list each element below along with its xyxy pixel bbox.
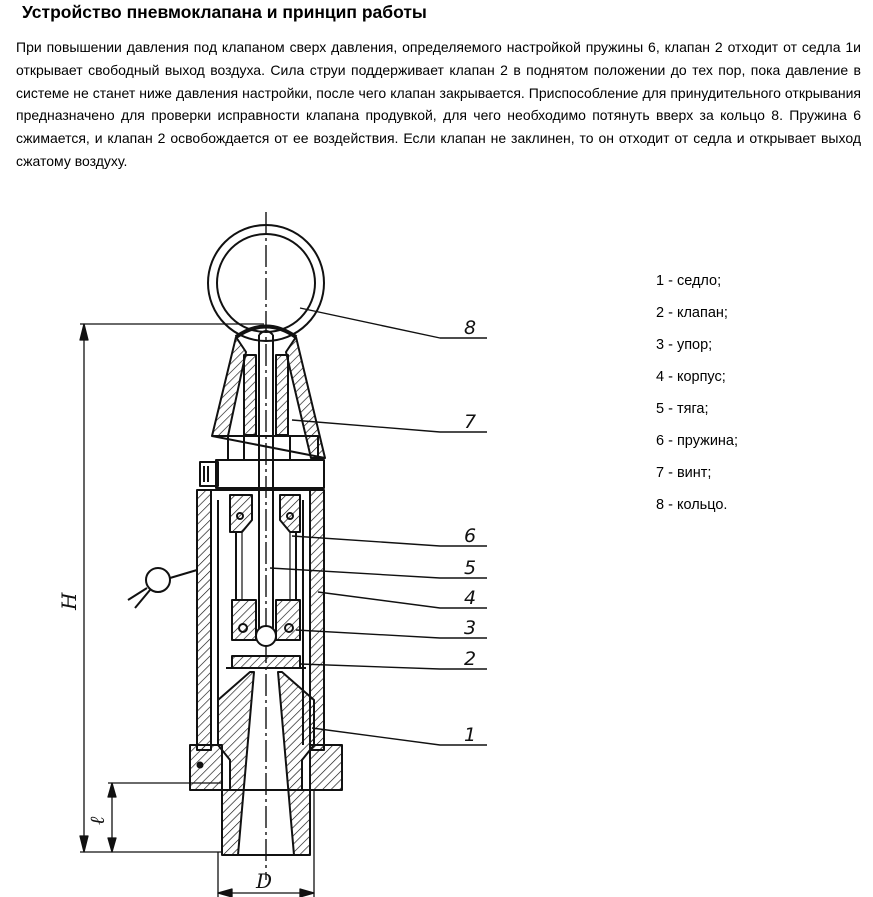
legend-item: 8 - кольцо. <box>656 497 728 513</box>
legend-item: 2 - клапан; <box>656 305 728 321</box>
legend-item: 3 - упор; <box>656 337 713 353</box>
legend-item: 6 - пружина; <box>656 433 739 449</box>
legend-item: 1 - седло; <box>656 273 722 289</box>
legend-item: 4 - корпус; <box>656 369 726 385</box>
leader-line <box>300 664 487 669</box>
dimension-label-d: D <box>256 869 273 893</box>
dimension-label-h: H <box>57 592 81 610</box>
dimension-label-l: ℓ <box>85 816 109 825</box>
leader-line <box>292 420 487 432</box>
legend-item: 5 - тяга; <box>656 401 709 417</box>
upper-spring-seat <box>230 495 300 532</box>
dimension-length <box>108 783 222 852</box>
leader-line <box>300 308 487 338</box>
description-text: При повышении давления под клапаном сверх давления, определяемого настройкой пружины 6, клапан 2 отходит от седла 1и открывает свободный выход воздуха. Сила струи поддерживает клапан 2 в поднятом положении до тех пор, пока давление в системе не станет ниже давления настройки, после чего клапан закрывается. Приспособление для принудительного открывания предназначено для проверки исправности клапана продувкой, для чего необходимо потянуть вверх за кольцо 8. Пружина 6 сжимается, и клапан 2 освобождается от ее воздействия. Если клапан не заклинен, то он отходит от седла и открывает выход сжатому воздуху. <box>16 39 861 169</box>
valve-2 <box>226 656 306 668</box>
page-title: Устройство пневмоклапана и принцип работы <box>22 2 427 22</box>
callout-number: 3 <box>464 617 477 639</box>
callout-number: 5 <box>464 557 477 579</box>
callout-number: 8 <box>464 317 477 339</box>
callout-number: 6 <box>464 525 477 547</box>
callout-number: 2 <box>464 648 477 670</box>
gauge-symbol <box>128 568 197 608</box>
legend-item: 7 - винт; <box>656 465 712 481</box>
callout-number: 4 <box>464 587 477 609</box>
callout-number: 1 <box>464 724 477 746</box>
callout-number: 7 <box>464 411 477 433</box>
leader-line <box>318 592 487 608</box>
leader-line <box>312 728 487 745</box>
